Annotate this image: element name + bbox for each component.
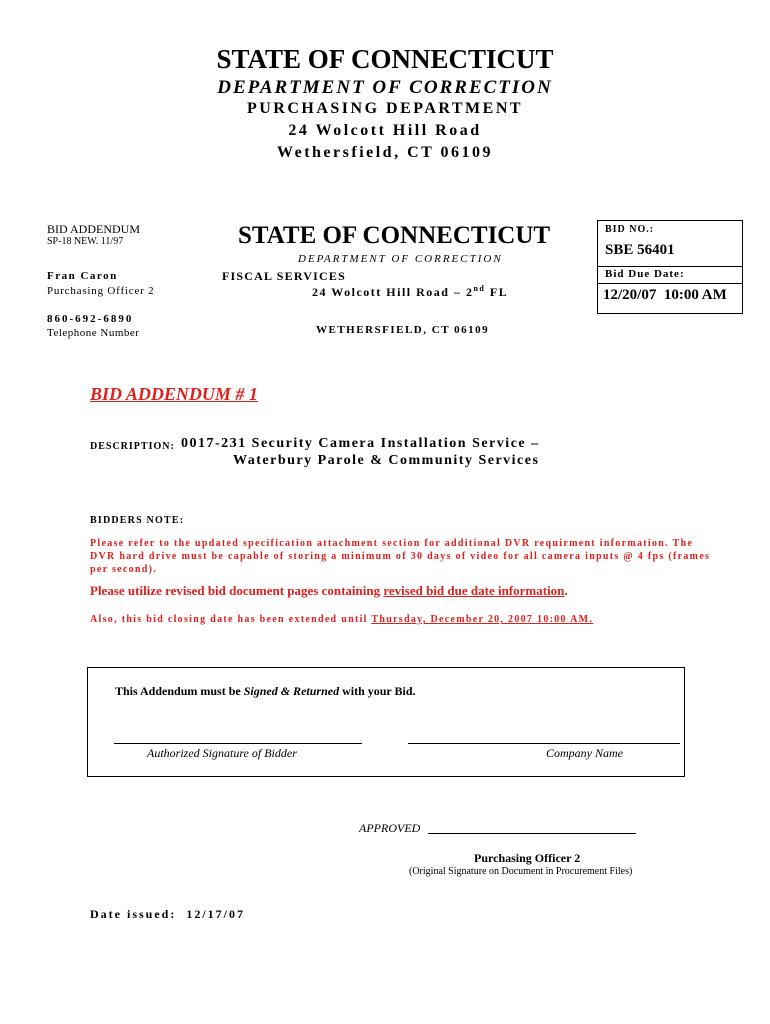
bid-box-divider <box>598 266 742 267</box>
description-line: 0017-231 Security Camera Installation Service – <box>181 436 540 451</box>
bid-number-label: BID NO.: <box>605 224 655 235</box>
approved-label: APPROVED <box>359 821 421 835</box>
description-line: Waterbury Parole & Community Services <box>233 453 540 468</box>
bid-number: SBE 56401 <box>605 242 675 258</box>
revised-info-link[interactable]: revised bid due date information <box>383 583 565 598</box>
bidder-signature-label: Authorized Signature of Bidder <box>147 746 297 760</box>
form-number: SP-18 NEW. 11/97 <box>47 236 124 247</box>
bid-due-date: 12/20/07 10:00 AM <box>603 287 727 303</box>
revised-note: Please utilize revised bid document pages containing revised bid due date information. <box>90 583 568 598</box>
agency-city: WETHERSFIELD, CT 06109 <box>316 324 490 336</box>
contact-title: Purchasing Officer 2 <box>47 285 155 297</box>
description-label: DESCRIPTION: <box>90 441 175 452</box>
company-name-line[interactable] <box>408 743 680 744</box>
approver-note: (Original Signature on Document in Procurement Files) <box>409 866 633 877</box>
company-name-label: Company Name <box>546 746 623 760</box>
header-city: Wethersfield, CT 06109 <box>276 144 494 161</box>
approved-signature-line[interactable] <box>428 833 636 834</box>
note-line: DVR hard drive must be capable of storing a minimum of 30 days of video for all camera inputs @ 4 fps (frames <box>90 551 711 562</box>
header-address: 24 Wolcott Hill Road <box>288 122 482 139</box>
contact-phone-label: Telephone Number <box>47 327 140 339</box>
contact-phone: 860-692-6890 <box>47 313 134 325</box>
contact-name: Fran Caron <box>47 270 118 282</box>
header-department: DEPARTMENT OF CORRECTION <box>217 77 553 98</box>
approver-title: Purchasing Officer 2 <box>474 851 581 865</box>
agency-department: DEPARTMENT OF CORRECTION <box>298 253 503 265</box>
note-line: Please refer to the updated specification attachment section for additional DVR requirment information. The <box>90 538 694 549</box>
note-line: per second). <box>90 564 158 575</box>
bidder-signature-line[interactable] <box>114 743 362 744</box>
closing-note: Also, this bid closing date has been extended until Thursday, December 20, 2007 10:00 AM. <box>90 614 594 625</box>
signature-box <box>87 667 685 777</box>
bidders-note-heading: BIDDERS NOTE: <box>90 515 185 526</box>
date-issued: Date issued: 12/17/07 <box>90 907 245 921</box>
form-label: BID ADDENDUM <box>47 222 140 236</box>
agency-state: STATE OF CONNECTICUT <box>238 222 551 249</box>
header-division: PURCHASING DEPARTMENT <box>246 100 524 117</box>
bid-box-divider <box>598 283 742 284</box>
header-state: STATE OF CONNECTICUT <box>216 44 554 74</box>
bid-due-date-label: Bid Due Date: <box>605 268 685 280</box>
bid-info-box <box>597 220 743 314</box>
agency-address: 24 Wolcott Hill Road – 2nd FL <box>312 284 509 299</box>
signature-instruction: This Addendum must be Signed & Returned with your Bid. <box>115 684 416 698</box>
agency-division: FISCAL SERVICES <box>222 269 346 283</box>
addendum-title: BID ADDENDUM # 1 <box>90 384 258 404</box>
closing-date: Thursday, December 20, 2007 10:00 AM. <box>371 614 594 625</box>
